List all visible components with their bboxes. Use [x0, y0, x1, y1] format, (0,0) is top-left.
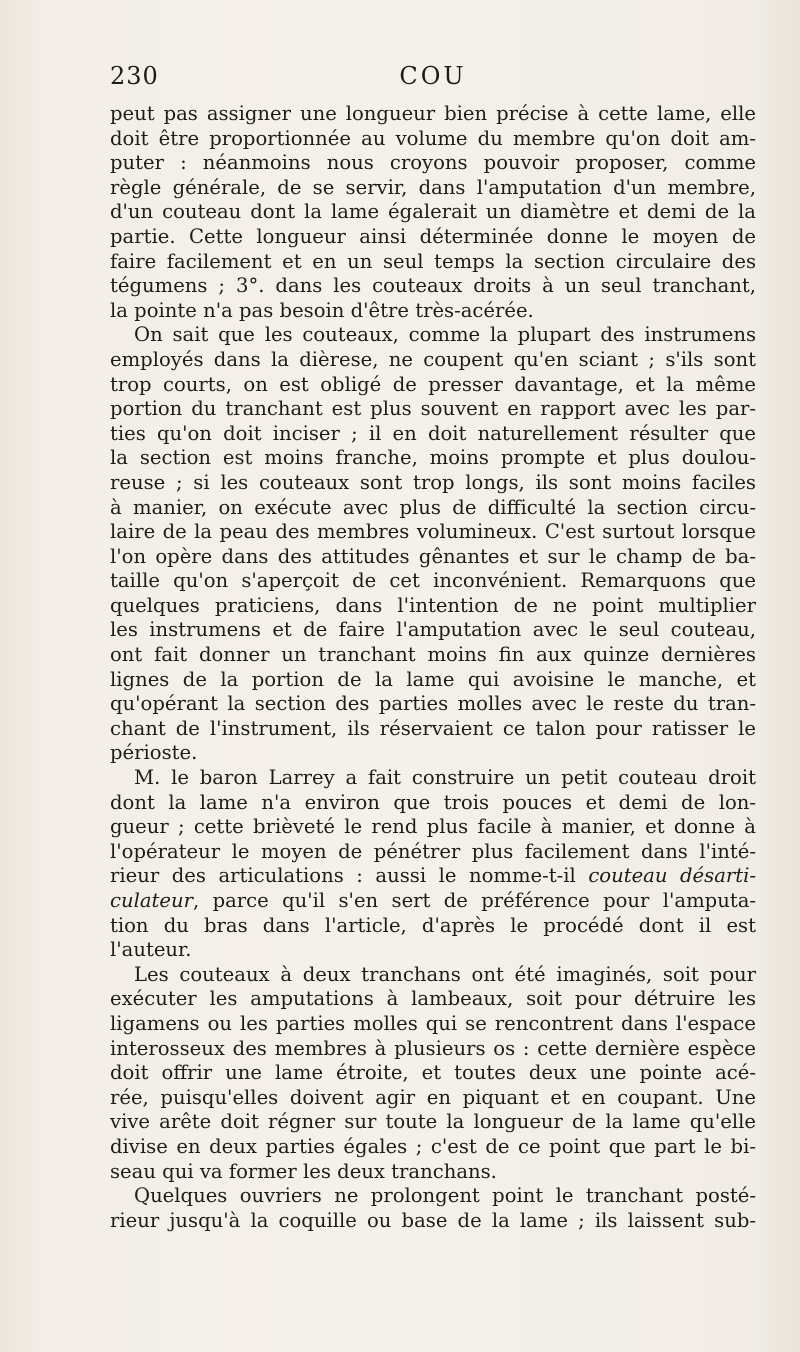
text-line — [110, 520, 756, 545]
page-number: 230 — [110, 62, 159, 90]
text-line — [110, 643, 756, 668]
line-text: M. le baron Larrey a fait construire un petit couteau droit — [134, 766, 756, 790]
line-text: périoste. — [110, 741, 198, 765]
line-text: trop courts, on est obligé de presser davantage, et la même — [110, 372, 756, 396]
page-header — [110, 62, 756, 98]
line-text: puter : néanmoins nous croyons pouvoir proposer, comme — [110, 151, 756, 175]
line-text: seau qui va former les deux tranchans. — [110, 1159, 497, 1183]
line-text: faire facilement et en un seul temps la section circulaire des — [110, 249, 756, 273]
line-text: laire de la peau des membres volumineux. C'est surtout lorsque — [110, 520, 756, 544]
line-text: rieur jusqu'à la coquille ou base de la lame ; ils laissent sub- — [110, 1208, 756, 1232]
text-line — [110, 1160, 756, 1185]
line-text: d'un couteau dont la lame égalerait un diamètre et demi de la — [110, 200, 756, 224]
line-text: Quelques ouvriers ne prolongent point le tranchant posté- — [134, 1184, 756, 1208]
line-text: ligamens ou les parties molles qui se rencontrent dans l'espace — [110, 1011, 756, 1035]
line-text: la pointe n'a pas besoin d'être très-acérée. — [110, 298, 534, 322]
line-text: rieur des articulations : aussi le nomme-t-il — [110, 864, 576, 888]
text-line — [110, 422, 756, 447]
line-text: Les couteaux à deux tranchans ont été imaginés, soit pour — [134, 962, 756, 986]
line-text: tégumens ; 3°. dans les couteaux droits à un seul tranchant, — [110, 274, 756, 298]
text-line — [110, 274, 756, 299]
line-text: à manier, on exécute avec plus de difficulté la section circu- — [110, 495, 756, 519]
text-line — [110, 791, 756, 816]
text-line — [110, 250, 756, 275]
text-line — [110, 914, 756, 939]
line-text: , parce qu'il s'en sert de préférence pour l'amputa- — [193, 889, 756, 912]
text-line — [110, 889, 756, 914]
line-text: peut pas assigner une longueur bien précise à cette lame, elle — [110, 102, 756, 125]
line-text: règle générale, de se servir, dans l'amputation d'un membre, — [110, 175, 756, 199]
text-line — [110, 1135, 756, 1160]
line-text: portion du tranchant est plus souvent en rapport avec les par- — [110, 397, 756, 421]
text-line — [110, 1061, 756, 1086]
text-line — [110, 176, 756, 201]
line-text: partie. Cette longueur ainsi déterminée donne le moyen de — [110, 224, 756, 248]
text-line — [110, 668, 756, 693]
line-text: qu'opérant la section des parties molles avec le reste du tran- — [110, 692, 756, 716]
text-line — [110, 200, 756, 225]
text-line — [110, 1184, 756, 1209]
text-line — [110, 1012, 756, 1037]
text-line — [110, 102, 756, 127]
text-line — [110, 938, 756, 963]
line-text: dont la lame n'a environ que trois pouces et demi de lon- — [110, 790, 756, 814]
text-line — [110, 1037, 756, 1062]
text-line — [110, 840, 756, 865]
text-line — [110, 569, 756, 594]
line-text: vive arête doit régner sur toute la longueur de la lame qu'elle — [110, 1110, 756, 1134]
line-text: les instrumens et de faire l'amputation avec le seul couteau, — [110, 618, 756, 642]
running-head: COU — [399, 62, 467, 90]
text-line — [110, 987, 756, 1012]
line-text: chant de l'instrument, ils réservaient ce talon pour ratisser le — [110, 716, 756, 740]
text-line — [110, 692, 756, 717]
line-text: employés dans la dièrese, ne coupent qu'en sciant ; s'ils sont — [110, 347, 756, 371]
text-line — [110, 815, 756, 840]
text-line — [110, 963, 756, 988]
text-line — [110, 471, 756, 496]
line-text: exécuter les amputations à lambeaux, soit pour détruire les — [110, 987, 756, 1011]
line-text: quelques praticiens, dans l'intention de ne point multiplier — [110, 593, 756, 617]
text-line — [110, 127, 756, 152]
line-text: ties qu'on doit inciser ; il en doit naturellement résulter que — [110, 421, 756, 445]
text-line — [110, 151, 756, 176]
line-text: doit offrir une lame étroite, et toutes deux une pointe acé- — [110, 1061, 756, 1085]
line-text: divise en deux parties égales ; c'est de ce point que part le bi- — [110, 1134, 756, 1158]
body-text — [110, 102, 756, 1233]
line-text: interosseux des membres à plusieurs os : cette dernière espèce — [110, 1036, 756, 1060]
line-text: reuse ; si les couteaux sont trop longs, ils sont moins faciles — [110, 470, 756, 494]
text-line — [110, 594, 756, 619]
text-line — [110, 1209, 756, 1234]
text-line — [110, 1110, 756, 1135]
text-line — [110, 496, 756, 521]
text-line — [110, 766, 756, 791]
line-text: rée, puisqu'elles doivent agir en piquant et en coupant. Une — [110, 1085, 756, 1109]
text-line — [110, 741, 756, 766]
line-text: la section est moins franche, moins prompte et plus doulou- — [110, 446, 756, 470]
line-text: On sait que les couteaux, comme la plupart des instrumens — [134, 323, 756, 347]
line-text: ont fait donner un tranchant moins fin aux quinze dernières — [110, 643, 756, 667]
line-text: doit être proportionnée au volume du membre qu'on doit am- — [110, 126, 756, 150]
line-text: lignes de la portion de la lame qui avoisine le manche, et — [110, 667, 756, 691]
line-text: tion du bras dans l'article, d'après le procédé dont il est — [110, 913, 756, 937]
text-line — [110, 225, 756, 250]
line-text: gueur ; cette brièveté le rend plus facile à manier, et donne à — [110, 815, 756, 839]
italic-term: couteau désarti- — [588, 864, 756, 888]
text-line — [110, 1086, 756, 1111]
text-line — [110, 397, 756, 422]
text-line — [110, 323, 756, 348]
text-line — [110, 348, 756, 373]
line-text: taille qu'on s'aperçoit de cet inconvénient. Remarquons que — [110, 569, 756, 593]
italic-term: culateur — [110, 889, 193, 912]
text-line — [110, 373, 756, 398]
text-line — [110, 545, 756, 570]
line-text: l'opérateur le moyen de pénétrer plus facilement dans l'inté- — [110, 839, 756, 863]
text-line — [110, 717, 756, 742]
text-line — [110, 446, 756, 471]
line-text: l'on opère dans des attitudes gênantes et sur le champ de ba- — [110, 544, 756, 568]
text-line — [110, 618, 756, 643]
text-line — [110, 299, 756, 324]
text-line — [110, 864, 756, 889]
line-text: l'auteur. — [110, 938, 192, 962]
